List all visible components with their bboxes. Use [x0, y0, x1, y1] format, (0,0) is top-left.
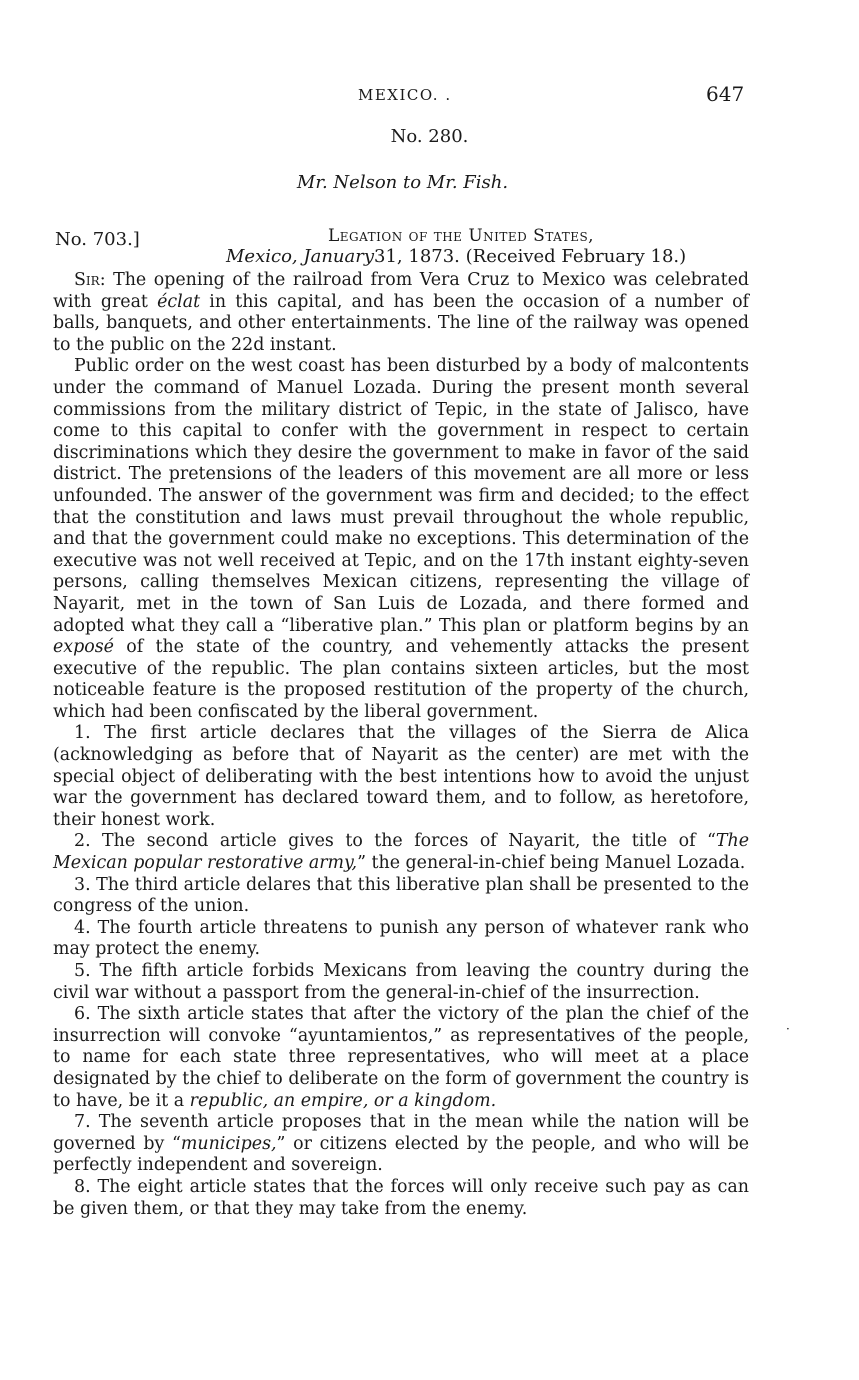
article-paragraph	[53, 1112, 749, 1177]
paragraph-text: 7. The seventh article proposes that in the mean while the nation will be governed by “	[53, 1112, 749, 1154]
article-paragraph: 3. The third article delares that this liberative plan shall be presented to the congress of the union.	[53, 874, 749, 917]
article-paragraph	[53, 831, 749, 874]
paragraph-text: of the state of the country, and vehemently attacks the present executive of the republic. The plan contains sixteen articles, but the most noticeable feature is the proposed restitution of the property of the church, which had been confiscated by the liberal government.	[53, 637, 749, 722]
legation-heading: Legation of the United States,	[328, 226, 595, 246]
paragraph-text: in this capital, and has been the occasion of a number of balls, banquets, and other entertainments. The line of the railway was opened to the public on the 22d instant.	[53, 291, 749, 355]
paragraph-text: Public order on the west coast has been disturbed by a body of malcontents under the command of Manuel Lozada. During the present month several commissions from the military district of Tepic, in the state of Jalisco, have come to this capital to confer with the government in respect to certain discriminations which they desire the government to make in favor of the said district. The pretensions of the leaders of this movement are all more or less unfounded. The answer of the government was firm and decided; to the effect that the constitution and laws must prevail throughout the whole republic, and that the government could make no exceptions. This determination of the executive was not well received at Tepic, and on the 17th instant eighty-seven persons, calling themselves Mexican citizens, representing the village of Nayarit, met in the town of San Luis de Lozada, and there formed and adopted what they call a “liberative plan.” This plan or platform begins by an	[53, 356, 749, 636]
dateline-place: Mexico,	[226, 246, 298, 267]
italic-term: republic, an empire, or a kingdom.	[189, 1090, 497, 1111]
article-paragraph: 1. The first article declares that the villages of the Sierra de Alica (acknowledging as before that of Nayarit as the center) are met with the special object of deliberating with the best intentions how to avoid the unjust war the government has declared toward them, and to follow, as heretofore, their honest work.	[53, 723, 749, 830]
italic-term: exposé	[53, 637, 114, 658]
correspondents-heading: Mr. Nelson to Mr. Fish.	[296, 172, 509, 193]
document-number: No. 280.	[390, 126, 469, 147]
paragraph	[53, 356, 749, 723]
dateline-month: January	[303, 246, 375, 267]
italic-term: municipes,	[180, 1133, 277, 1154]
article-paragraph: 8. The eight article states that the forces will only receive such pay as can be given them, or that they may take from the enemy.	[53, 1176, 749, 1219]
paragraph-text: ” the general-in-chief being Manuel Lozada.	[357, 853, 746, 874]
salutation: Sir:	[74, 270, 106, 290]
paragraph-text: 6. The sixth article states that after the victory of the plan the chief of the insurrection will convoke “ayuntamientos,” as representatives of the people, to name for each state three representatives, who will meet at a place designated by the chief to deliberate on the form of government the country is to have, be it a	[53, 1004, 749, 1111]
article-paragraph: 5. The fifth article forbids Mexicans from leaving the country during the civil war without a passport from the general-in-chief of the insurrection.	[53, 961, 749, 1003]
paragraph-text: ” or citizens elected by the people, and who will be perfectly independent and sovereign.	[53, 1133, 750, 1176]
dispatch-number: No. 703.]	[55, 229, 140, 250]
article-paragraph: 4. The fourth article threatens to punish any person of whatever rank who may protect the enemy.	[53, 917, 749, 960]
page-number: 647	[706, 82, 745, 106]
paragraph-text: The opening of the railroad from Vera Cruz to Mexico was celebrated with great	[53, 270, 749, 312]
paragraph	[53, 270, 749, 356]
running-title: MEXICO. .	[358, 86, 452, 104]
dateline	[226, 246, 686, 267]
dateline-day-year: 31, 1873.	[374, 246, 460, 267]
paragraph-text: 2. The second article gives to the forces of Nayarit, the title of “	[74, 831, 716, 852]
italic-term: éclat	[157, 291, 201, 312]
italic-term: The Mexican popular restorative army,	[53, 831, 749, 874]
received-note: (Received February 18.)	[465, 246, 687, 267]
article-paragraph	[53, 1004, 749, 1112]
print-speck: ·	[786, 1022, 790, 1036]
letter-body	[53, 270, 749, 1220]
running-head	[0, 82, 859, 112]
